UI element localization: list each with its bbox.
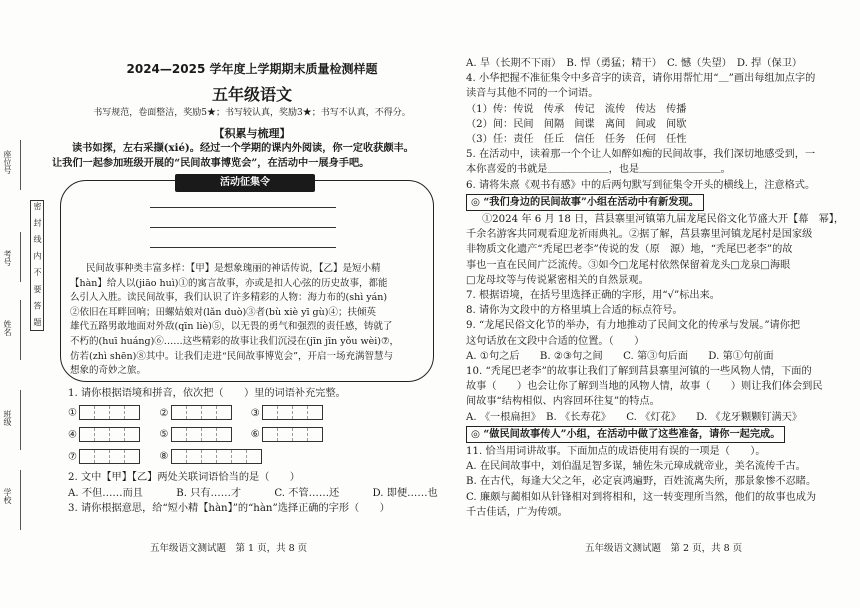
passage-2-line: □龙母坟等与传说紧密相关的自然景观。 (466, 274, 649, 286)
exam-number-label: 考号 (3, 250, 12, 266)
text-line: A. 《一根扁担》 B. 《长寿花》 C. 《灯花》 D. 《龙牙颗颗钉满天》 (466, 411, 803, 423)
passage-2-line: 非物质文化遗产“秃尾巴老李”传说的发（原 源）地，“秃尾巴老李”的故 (466, 244, 793, 256)
exam-number-line (20, 232, 21, 282)
text-line: （1）传：传说 传承 传记 流传 传达 传播 (466, 103, 687, 115)
passage-2-line: 千余名游客共同观看迎龙祈雨典礼。②据了解，莒县寨里河镇龙尾村是国家级 (466, 229, 813, 241)
answer-grid[interactable] (171, 405, 232, 420)
binding-margin (0, 0, 48, 608)
text-line: C. 廉颇与蔺相如从针锋相对到将相和，这一转变理所当然，他们的故事也成为 (466, 491, 817, 503)
text-line: 8. 请你为文段中的方格里填上合适的标点符号。 (466, 305, 683, 317)
text-line: 故事（ ）也会让你了解到当地的风物人情，故事（ ）则让我们体会到民 (466, 381, 823, 393)
text-line: 9. “龙尾民俗文化节的举办，有力地推动了民间文化的传承与发展。”请你把 (466, 320, 801, 332)
seat-number-line (20, 140, 21, 190)
exam-title: 2024—2025 学年度上学期期末质量检测样题 (126, 62, 378, 76)
option-b[interactable]: B. 只有……才 (176, 487, 242, 499)
option-c[interactable]: C. 不管……还 (274, 487, 340, 499)
text-line: 这句话放在文段中合适的位置。（ ） (466, 335, 645, 347)
text-line: 5. 在活动中，读着那一个个让人如醉如痴的民间故事，我们深切地感受到，一 (466, 149, 816, 161)
grid-row-2 (68, 427, 448, 443)
grid-label: ⑧ (159, 451, 169, 463)
class-line (20, 390, 21, 450)
seal-line-warning: 密 封 线 内 不 要 答 题 (30, 200, 44, 331)
passage-2-line: ①2024 年 6 月 18 日，莒县寨里河镇第九届龙尾民俗文化节盛大开【幕 幂】， (482, 214, 845, 226)
section-heading: 【积累与梳理】 (213, 126, 291, 140)
answer-grid[interactable] (171, 427, 232, 442)
grid-label: ⑦ (68, 451, 78, 463)
notice-title: 活动征集令 (175, 174, 315, 192)
scoring-rules: 书写规范，卷面整洁，奖励5★；书写较认真，奖励3★；书写不认真，不得分。 (93, 108, 411, 119)
answer-grid[interactable] (262, 405, 323, 420)
question-1: 1. 请你根据语境和拼音，依次把（ ）里的词语补充完整。 (68, 388, 346, 399)
page-2-footer: 五年级语文测试题 第 2 页，共 8 页 (585, 543, 743, 554)
poem-write-line-2[interactable] (150, 227, 336, 228)
text-line: 10. “秃尾巴老李”的故事让我们了解到莒县寨里河镇的一些风物人情，下面的 (466, 366, 812, 378)
subject-title: 五年级语文 (211, 85, 292, 105)
grid-label: ⑤ (159, 429, 169, 441)
passage-line: 【hàn】给人以(jiāo huì)①的寓言故事，亦或是扣人心弦的历史故事，都能 (70, 277, 388, 289)
passage-line: 仿若(zhì shēn)⑧其中。让我们走进“民间故事博览会”，开启一场充满智慧与 (70, 350, 394, 362)
text-line: A. 旱（长期不下雨） B. 悍（勇猛；精干） C. 憾（失望） D. 捍（保卫） (466, 58, 803, 69)
passage-2-line: 事也一直在民间广泛流传。③如今□龙尾村依然保留着龙头□龙泉□海眼 (466, 259, 791, 271)
text-line: B. 在古代，每逢大父之年，必定哀鸿遍野，百姓流离失所，那景象惨不忍睹。 (466, 476, 817, 488)
text-line: 本你喜爱的书就是＿＿＿＿＿＿，也是＿＿＿＿＿＿＿＿。 (466, 164, 731, 176)
answer-grid[interactable] (171, 449, 262, 464)
passage-line: ②依旧在耳畔回响；田螺姑娘对(lǎn duò)③者(bù xiè yī gù)④；扶倾英 (70, 306, 376, 318)
questions-1-3 (68, 386, 448, 516)
answer-grid[interactable] (79, 449, 140, 464)
intro-line-1: 读书如探，左右采撷(xié)。经过一个学期的课内外阅读，你一定收获颇丰。 (72, 141, 414, 154)
answer-grid[interactable] (79, 427, 140, 442)
passage-line: 雄代五路男敢地面对外敌(qīn liè)⑤，以无畏的勇气和强烈的责任感，铸就了 (70, 321, 393, 333)
option-a[interactable]: A. 不但……而且 (68, 487, 143, 499)
grid-label: ④ (68, 429, 78, 441)
name-line (20, 300, 21, 360)
option-d[interactable]: D. 即便……也 (372, 487, 438, 499)
grid-label: ③ (250, 407, 260, 419)
text-line: 间故事“结构相似、内容回环往复”的特点。 (466, 396, 660, 408)
passage-line: 不朽的(huī huáng)⑥……这些精彩的故事让我们沉浸在(jīn jīn yǒu wèi)⑦， (70, 335, 399, 347)
text-line: （2）间：民间 间隔 间谍 离间 间或 间歇 (466, 118, 687, 130)
answer-grid[interactable] (262, 427, 323, 442)
page-1-footer: 五年级语文测试题 第 1 页，共 8 页 (150, 543, 308, 554)
notice-passage (70, 262, 410, 379)
intro-line-2: 让我们一起参加班级开展的“民间故事博览会”，在活动中一展身手吧。 (52, 157, 370, 170)
page-2 (466, 56, 845, 520)
poem-write-line-3[interactable] (150, 247, 336, 248)
seat-number-label: 座位号 (3, 150, 12, 174)
class-label: 班级 (3, 410, 12, 426)
question-2: 2. 文中【甲】【乙】两处关联词语恰当的是（ ） (68, 472, 300, 484)
answer-grid[interactable] (79, 405, 140, 420)
text-line: A. 在民间故事中，刘伯温足智多谋，辅佐朱元璋成就帝业，美名流传千古。 (466, 461, 806, 473)
school-line (20, 470, 21, 530)
passage-line: 民间故事种类丰富多样：【甲】是想象瑰丽的神话传说，【乙】是短小精 (86, 263, 381, 274)
grid-label: ⑥ (250, 429, 260, 441)
grid-row-1 (68, 405, 448, 421)
question-2-options (68, 486, 448, 501)
name-label: 姓名 (3, 320, 12, 336)
text-line: 7. 根据语境，在括号里选择正确的字形，用“√”标出来。 (466, 290, 720, 302)
text-line: 读音与其他不同的一个词语。 (466, 88, 599, 100)
text-line: （3）任：责任 任丘 信任 任务 任何 任性 (466, 134, 687, 146)
poem-write-line-1[interactable] (150, 207, 336, 208)
grid-label: ① (68, 407, 78, 419)
page-1 (52, 40, 452, 171)
passage-line: 想象的奇妙之旅。 (70, 365, 147, 377)
question-3: 3. 请你根据意思，给“短小精【hàn】”的“hàn”选择正确的字形（ ） (68, 502, 390, 514)
text-line: 4. 小华把握不准征集令中多音字的读音，请你用帮忙用“＿”画出每组加点字的 (466, 73, 816, 85)
grid-row-3 (68, 449, 448, 465)
text-line: A. ①句之后 B. ②③句之间 C. 第③句后面 D. 第①句前面 (466, 350, 774, 362)
group-1-banner: ◎ “我们身边的民间故事”小组在活动中有新发现。 (466, 194, 704, 211)
text-line: 6. 请将朱熹《观书有感》中的后两句默写到征集令开头的横线上，注意格式。 (466, 179, 816, 191)
text-line: 千古佳话，广为传颂。 (466, 506, 568, 518)
group-2-banner: ◎ “做民间故事传人”小组，在活动中做了这些准备，请你一起完成。 (466, 426, 785, 443)
passage-line: 么引人入胜。读民间故事，我们认识了许多精彩的人物：海力布的(shì yán) (70, 292, 388, 304)
grid-label: ② (159, 407, 169, 419)
school-label: 学校 (3, 488, 12, 504)
text-line: 11. 恰当用词讲故事。下面加点的成语使用有误的一项是（ ）。 (466, 446, 766, 458)
